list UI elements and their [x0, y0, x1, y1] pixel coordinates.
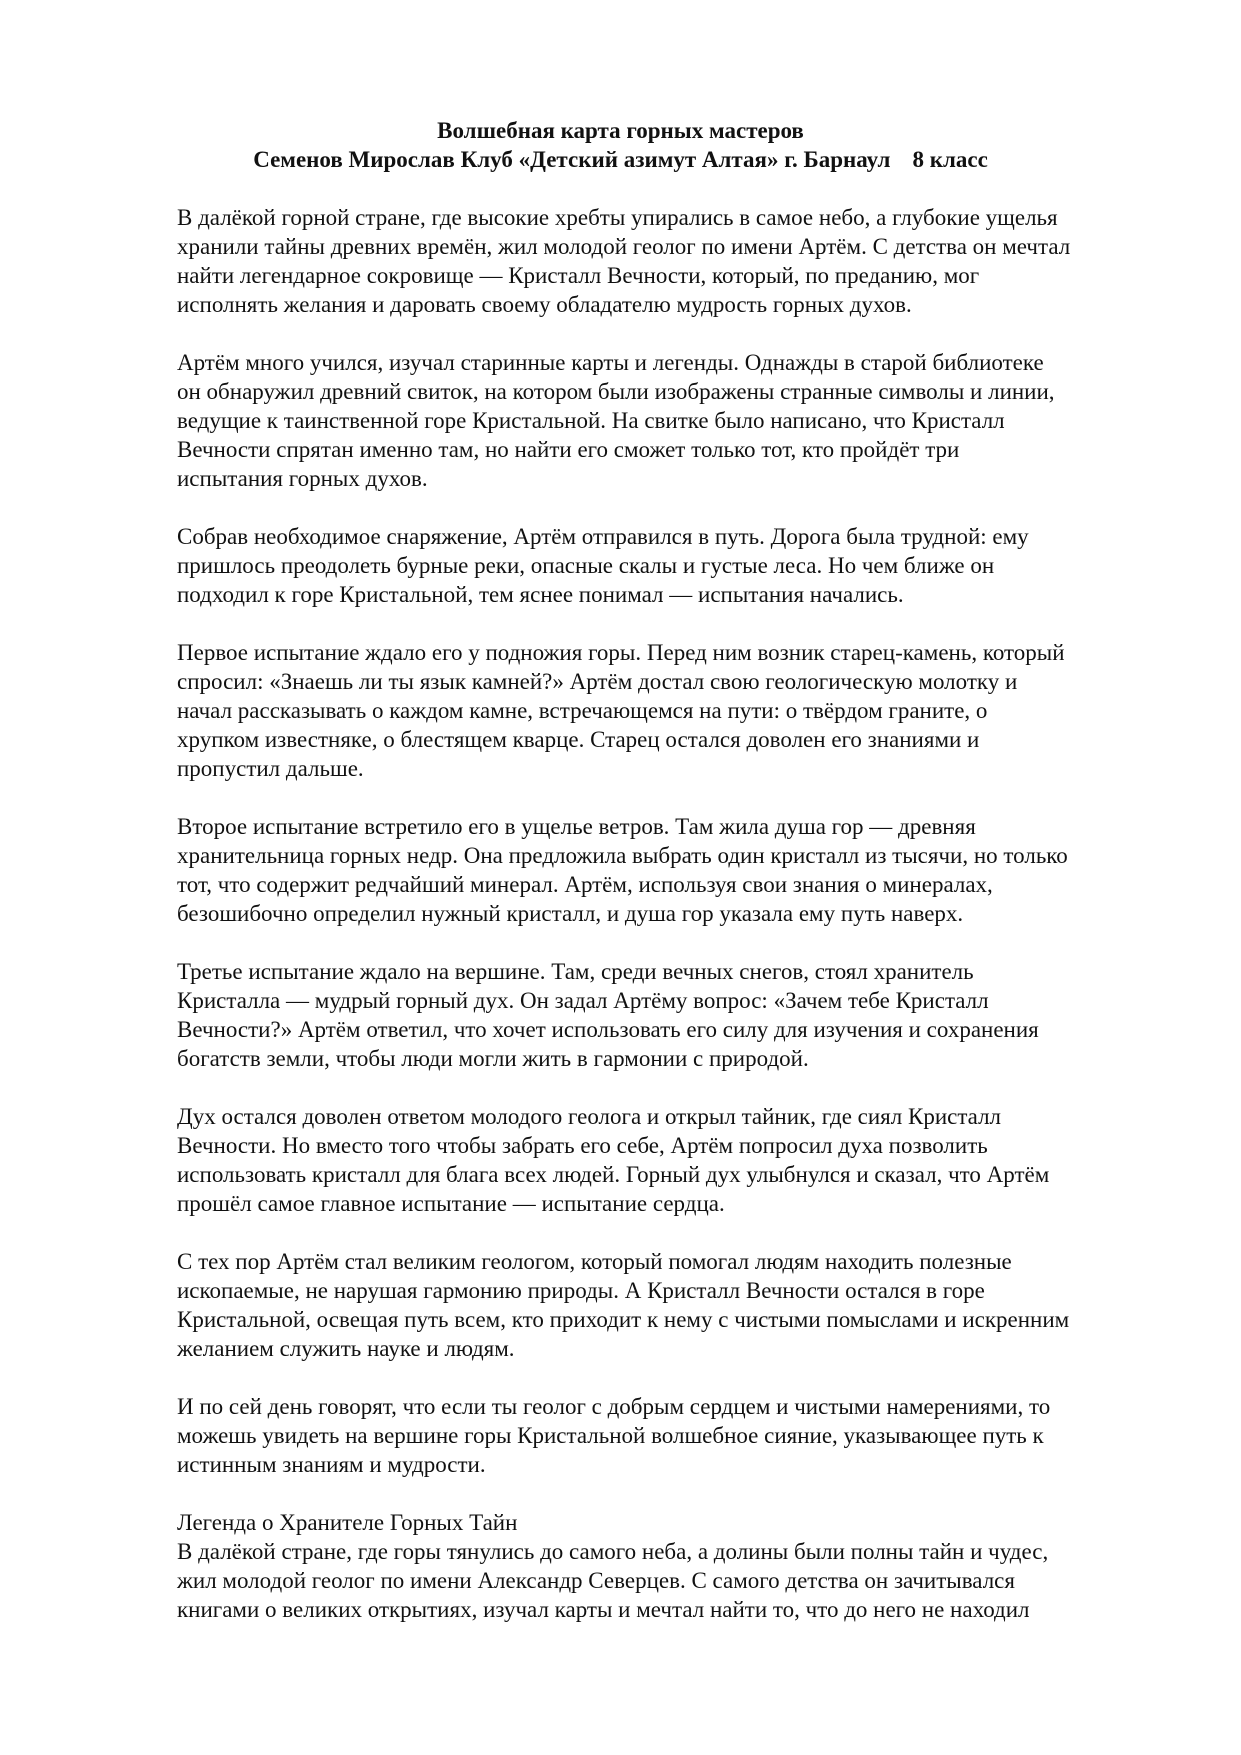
paragraph — [177, 1102, 1167, 1218]
text-line: хрупком известняке, о блестящем кварце. Старец остался доволен его знаниями и — [177, 727, 980, 752]
paragraph — [177, 812, 1167, 928]
text-line: прошёл самое главное испытание — испытание сердца. — [177, 1191, 725, 1216]
text-line: ископаемые, не нарушая гармонию природы. А Кристалл Вечности остался в горе — [177, 1278, 985, 1303]
text-line: спросил: «Знаешь ли ты язык камней?» Артём достал свою геологическую молотку и — [177, 669, 1018, 694]
text-line: книгами о великих открытиях, изучал карты и мечтал найти то, что до него не находил — [177, 1597, 1030, 1622]
text-line: подходил к горе Кристальной, тем яснее понимал — испытания начались. — [177, 582, 904, 607]
text-line: безошибочно определил нужный кристалл, и душа гор указала ему путь наверх. — [177, 901, 964, 926]
text-line: жил молодой геолог по имени Александр Северцев. С самого детства он зачитывался — [177, 1568, 1015, 1593]
second-story — [177, 1508, 1167, 1624]
text-line: богатств земли, чтобы люди могли жить в гармонии с природой. — [177, 1046, 809, 1071]
text-line: можешь увидеть на вершине горы Кристальной волшебное сияние, указывающее путь к — [177, 1423, 1044, 1448]
text-line: ведущие к таинственной горе Кристальной. На свитке было написано, что Кристалл — [177, 408, 1005, 433]
paragraph — [177, 957, 1167, 1073]
text-line: тот, что содержит редчайший минерал. Артём, используя свои знания о минералах, — [177, 872, 993, 897]
paragraph — [177, 1392, 1167, 1479]
paragraph — [177, 638, 1167, 783]
second-story-heading: Легенда о Хранителе Горных Тайн — [177, 1510, 518, 1535]
grade-label: 8 класс — [912, 147, 988, 172]
text-line: пропустил дальше. — [177, 756, 364, 781]
document-title: Волшебная карта горных мастеров — [437, 118, 804, 143]
text-line: Артём много учился, изучал старинные карты и легенды. Однажды в старой библиотеке — [177, 350, 1044, 375]
text-line: хранили тайны древних времён, жил молодой геолог по имени Артём. С детства он мечтал — [177, 234, 1071, 259]
text-line: использовать кристалл для блага всех людей. Горный дух улыбнулся и сказал, что Артём — [177, 1162, 1050, 1187]
text-line: он обнаружил древний свиток, на котором были изображены странные символы и линии, — [177, 379, 1055, 404]
document-header — [0, 116, 1241, 174]
text-line: исполнять желания и даровать своему обладателю мудрость горных духов. — [177, 292, 912, 317]
text-line: истинным знаниям и мудрости. — [177, 1452, 486, 1477]
text-line: С тех пор Артём стал великим геологом, который помогал людям находить полезные — [177, 1249, 1012, 1274]
text-line: хранительница горных недр. Она предложила выбрать один кристалл из тысячи, но только — [177, 843, 1068, 868]
text-line: В далёкой стране, где горы тянулись до самого неба, а долины были полны тайн и чудес, — [177, 1539, 1049, 1564]
text-line: найти легендарное сокровище — Кристалл Вечности, который, по преданию, мог — [177, 263, 980, 288]
paragraph — [177, 203, 1167, 319]
text-line: Вечности?» Артём ответил, что хочет использовать его силу для изучения и сохранения — [177, 1017, 1039, 1042]
text-line: Дух остался доволен ответом молодого геолога и открыл тайник, где сиял Кристалл — [177, 1104, 1002, 1129]
paragraph — [177, 348, 1167, 493]
document-body — [177, 203, 1167, 1624]
paragraph — [177, 522, 1167, 609]
text-line: Второе испытание встретило его в ущелье ветров. Там жила душа гор — древняя — [177, 814, 976, 839]
text-line: Кристальной, освещая путь всем, кто приходит к нему с чистыми помыслами и искренним — [177, 1307, 1070, 1332]
text-line: И по сей день говорят, что если ты геолог с добрым сердцем и чистыми намерениями, то — [177, 1394, 1051, 1419]
text-line: Вечности. Но вместо того чтобы забрать его себе, Артём попросил духа позволить — [177, 1133, 988, 1158]
paragraph — [177, 1247, 1167, 1363]
text-line: Третье испытание ждало на вершине. Там, среди вечных снегов, стоял хранитель — [177, 959, 974, 984]
text-line: желанием служить науке и людям. — [177, 1336, 515, 1361]
author-line — [0, 145, 1241, 174]
text-line: пришлось преодолеть бурные реки, опасные скалы и густые леса. Но чем ближе он — [177, 553, 995, 578]
text-line: Первое испытание ждало его у подножия горы. Перед ним возник старец-камень, который — [177, 640, 1065, 665]
text-line: Вечности спрятан именно там, но найти его сможет только тот, кто пройдёт три — [177, 437, 960, 462]
text-line: Кристалла — мудрый горный дух. Он задал Артёму вопрос: «Зачем тебе Кристалл — [177, 988, 989, 1013]
text-line: начал рассказывать о каждом камне, встречающемся на пути: о твёрдом граните, о — [177, 698, 988, 723]
text-line: В далёкой горной стране, где высокие хребты упирались в самое небо, а глубокие ущелья — [177, 205, 1058, 230]
author-info: Семенов Мирослав Клуб «Детский азимут Алтая» г. Барнаул — [253, 147, 891, 172]
text-line: испытания горных духов. — [177, 466, 428, 491]
text-line: Собрав необходимое снаряжение, Артём отправился в путь. Дорога была трудной: ему — [177, 524, 1029, 549]
